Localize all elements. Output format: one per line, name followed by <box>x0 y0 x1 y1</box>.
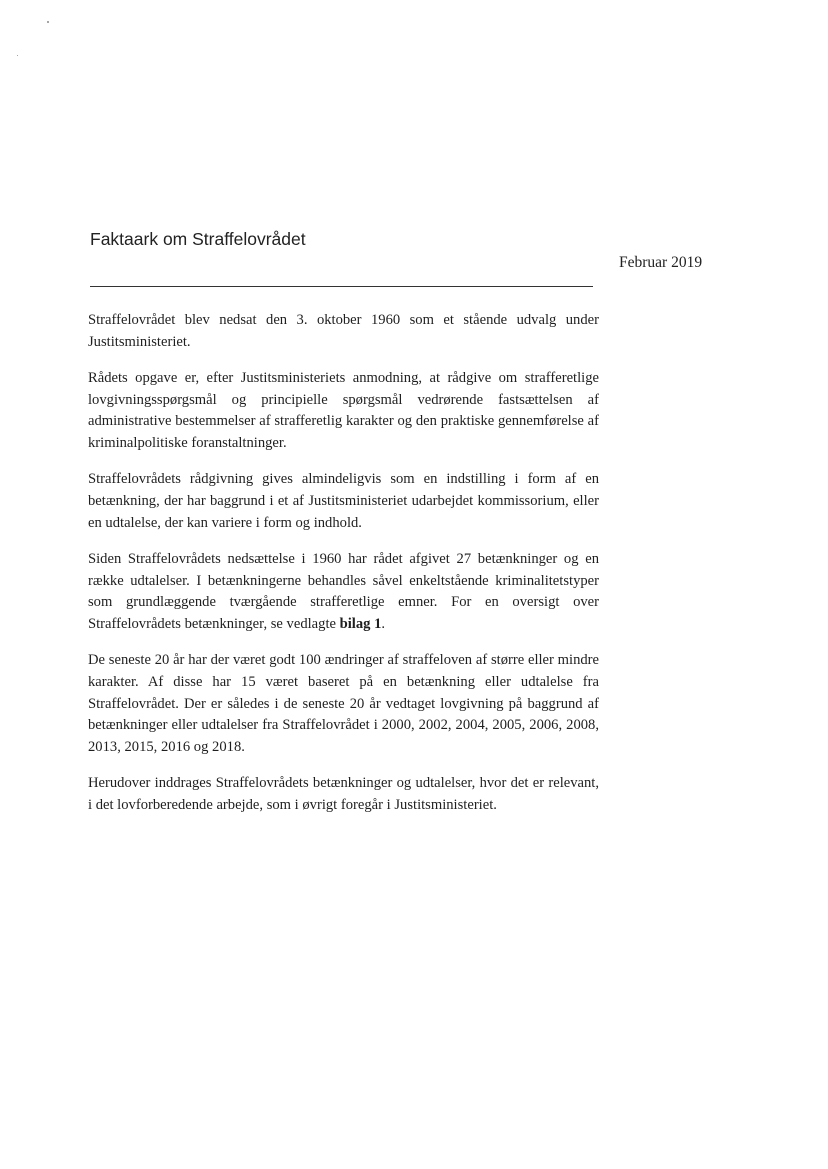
document-date: Februar 2019 <box>619 254 703 271</box>
scan-speck <box>47 21 49 23</box>
paragraph-reports-tail: . <box>381 615 386 632</box>
paragraph-advice-form: Straffelovrådets rådgivning gives almindeligvis som en indstilling i form af en betænkning, der har baggrund i et af Justitsministeriet udarbejdet kommissorium, eller en udtalelse, der kan variere i form og indhold. <box>88 471 599 531</box>
paragraph-amendments: De seneste 20 år har der været godt 100 ændringer af straffeloven af større eller mindre karakter. Af disse har 15 været baseret på en betænkning eller udtalelse fra Straffelovrådet. Der er således i de seneste 20 år vedtaget lovgivning på baggrund af betænkninger eller udtalelser fra Straffelovrådet i 2000, 2002, 2004, 2005, 2006, 2008, 2013, 2015, 2016 og 2018. <box>88 652 599 755</box>
paragraph-reports-text: Siden Straffelovrådets nedsættelse i 1960 har rådet afgivet 27 betænkninger og en række udtalelser. I betænkningerne behandles såvel enkeltstående kriminalitetstyper som grundlæggende tværgående strafferetlige emner. For en oversigt over Straffelovrådets betænkninger, se vedlagte <box>88 550 599 632</box>
scan-speck <box>17 55 18 56</box>
document-title: Faktaark om Straffelovrådet <box>90 229 306 249</box>
paragraph-mandate: Rådets opgave er, efter Justitsministeriets anmodning, at rådgive om strafferetlige lovgivningsspørgsmål og principielle spørgsmål vedrørende fastsættelsen af administrative bestemmelser af strafferetlig karakter og den praktiske gennemførelse af kriminalpolitiske foranstaltninger. <box>88 369 599 452</box>
paragraph-reports <box>88 549 599 636</box>
appendix-reference: bilag 1 <box>339 615 382 632</box>
document-body <box>88 310 599 831</box>
title-divider <box>90 286 593 287</box>
paragraph-founding: Straffelovrådet blev nedsat den 3. oktober 1960 som et stående udvalg under Justitsministeriet. <box>88 312 599 350</box>
paragraph-legislative-work: Herudover inddrages Straffelovrådets betænkninger og udtalelser, hvor det er relevant, i det lovforberedende arbejde, som i øvrigt foregår i Justitsministeriet. <box>88 775 599 813</box>
